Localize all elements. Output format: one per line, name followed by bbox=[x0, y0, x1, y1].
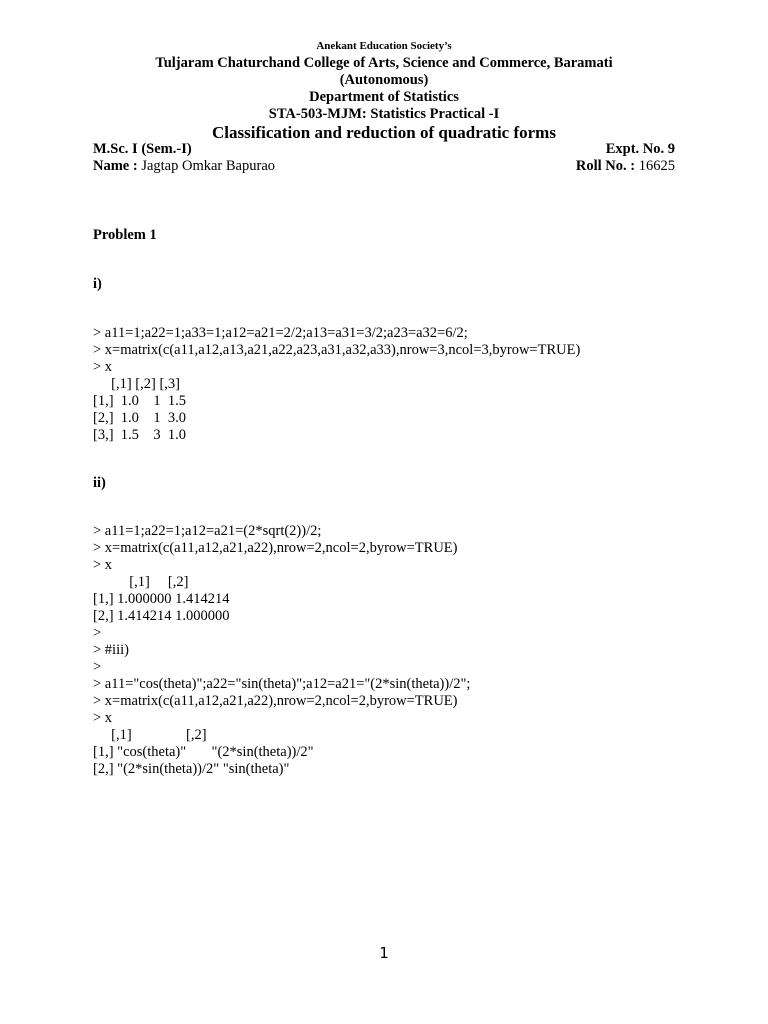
student-name bbox=[93, 158, 275, 174]
autonomous-line: (Autonomous) bbox=[339, 72, 429, 88]
name-label: Name : bbox=[93, 158, 138, 174]
name-roll-row bbox=[93, 158, 675, 175]
page-number: 1 bbox=[379, 944, 389, 962]
part-1-label: i) bbox=[93, 276, 102, 292]
roll-number bbox=[576, 158, 675, 175]
college-name: Tuljaram Chaturchand College of Arts, Science and Commerce, Baramati bbox=[155, 55, 613, 71]
roll-label: Roll No. : bbox=[575, 158, 636, 174]
part-1-code-block: > a11=1;a22=1;a33=1;a12=a21=2/2;a13=a31=3/2;a23=a32=6/2; > x=matrix(c(a11,a12,a13,a21,a22,a23,a31,a32,a33),nrow=3,ncol=3,byrow=TRUE) > x [,1] [,2] [,3] [1,] 1.0 1 1.5 [2,] 1.0 1 3.0 [3,] 1.5 3 1.0 bbox=[93, 325, 581, 443]
roll-value: 16625 bbox=[635, 158, 675, 174]
expt-number: Expt. No. 9 bbox=[605, 141, 675, 157]
part-2-code-block: > a11=1;a22=1;a12=a21=(2*sqrt(2))/2; > x=matrix(c(a11,a12,a21,a22),nrow=2,ncol=2,byrow=TRUE) > x [,1] [,2] [1,] 1.000000 1.414214 [2,] 1.414214 1.000000 > > #iii) > > a11="cos(theta)";a22="sin(theta)";a12=a21="(2*sin(theta))/2"; > x=matrix(c(a11,a12,a21,a22),nrow=2,ncol=2,byrow=TRUE) > x [,1] [,2] [1,] "cos(theta)" "(2*sin(theta))/2" [2,] "(2*sin(theta))/2" "sin(theta)" bbox=[93, 523, 471, 777]
class-expt-row bbox=[93, 141, 675, 158]
part-2-label: ii) bbox=[93, 475, 106, 491]
problem-heading: Problem 1 bbox=[93, 227, 157, 243]
page-title: Classification and reduction of quadratic forms bbox=[212, 123, 556, 142]
name-value: Jagtap Omkar Bapurao bbox=[137, 158, 276, 174]
society-line: Anekant Education Society’s bbox=[316, 40, 452, 52]
class-label: M.Sc. I (Sem.-I) bbox=[93, 141, 192, 157]
course-line: STA-503-MJM: Statistics Practical -I bbox=[268, 106, 500, 122]
department-line: Department of Statistics bbox=[309, 89, 459, 105]
